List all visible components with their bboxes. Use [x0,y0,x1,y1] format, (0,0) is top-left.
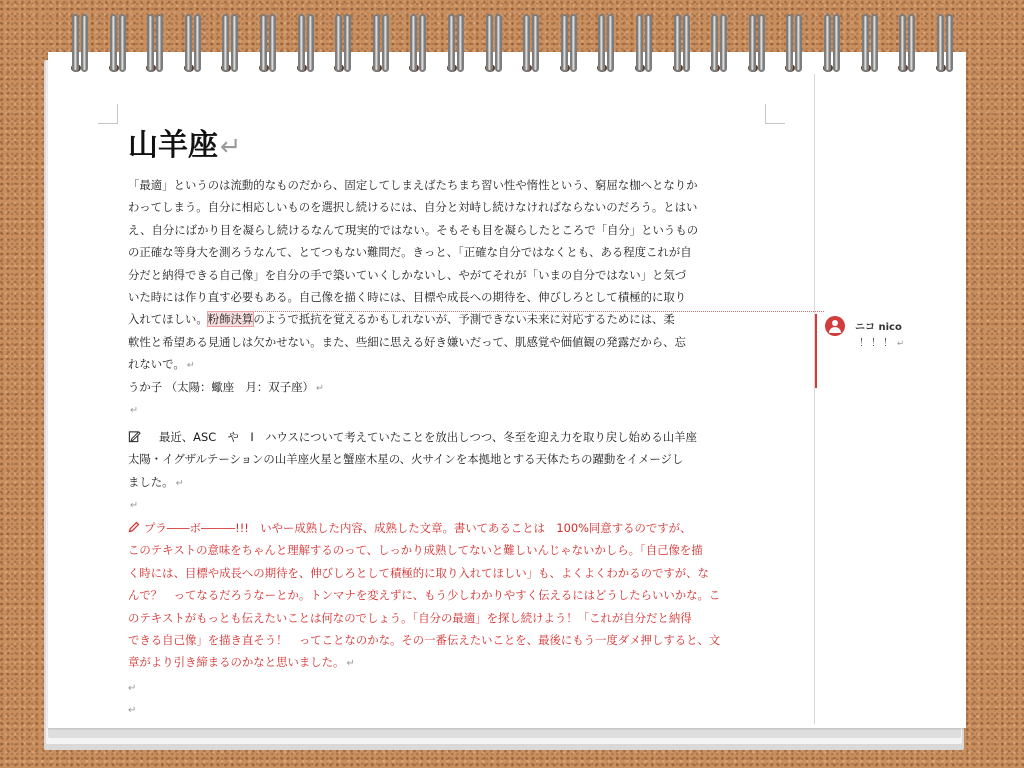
return-mark: ↵ [346,658,355,670]
spiral-ring-icon [335,14,342,72]
spiral-ring-icon [410,14,417,72]
feedback-paragraph[interactable] [128,517,752,674]
spiral-ring-icon [307,14,314,72]
spiral-ring-icon [824,14,831,72]
text-segment: ました。 [128,474,174,489]
spiral-ring-icon [110,14,117,72]
memo-icon [128,430,141,443]
text-segment: れないで。 [128,357,185,372]
spiral-ring-icon [908,14,915,72]
text-line: 分だと納得できる自己像」を自分の手で築いていくしかないし、やがてそれが「いまの自分ではない」と気づ [128,267,687,282]
text-line [128,471,752,493]
return-mark: ↵ [130,500,139,512]
return-mark: ↵ [220,132,242,162]
text-line: 軟性と希望ある見通しは欠かせない。また、些細に思える好き嫌いだって、肌感覚や価値観の発露だから、忘 [128,334,686,349]
spiral-ring-icon [222,14,229,72]
text-segment: プラ――ボ―――!!! いやー成熟した内容、成熟した文章。書いてあることは 100%同意するのですが、 [144,521,692,535]
spiral-ring-icon [674,14,681,72]
pencil-icon [128,521,140,533]
spiral-ring-icon [448,14,455,72]
comment-text[interactable] [859,334,906,349]
spiral-ring-icon [561,14,568,72]
user-avatar-icon [825,316,845,336]
spiral-ring-icon [795,14,802,72]
spiral-ring-icon [833,14,840,72]
spiral-ring-icon [758,14,765,72]
spiral-ring-icon [495,14,502,72]
spiral-ring-icon [946,14,953,72]
text-line: このテキストの意味をちゃんと理解するのって、しっかり成熟してないと難しいんじゃないかしら。「自己像を描 [128,543,703,558]
empty-line [128,398,752,420]
spiral-ring-icon [532,14,539,72]
spiral-ring-icon [156,14,163,72]
text-line: んで？ ってなるだろうなーとか。トンマナを変えずに、もう少しわかりやすく伝えるにはどうしたらいいかな。こ [128,588,721,603]
spiral-ring-icon [260,14,267,72]
text-line: 「最適」というのは流動的なものだから、固定してしまえばたちまち習い性や惰性という、窮屈な枷へとなりか [128,178,698,192]
spiral-ring-icon [147,14,154,72]
text-line: の正確な等身大を測ろうなんて、とてつもない難問だ。きっと、「正確な自分ではなくとも、ある程度これが自 [128,245,692,260]
return-mark: ↵ [315,382,324,394]
spiral-ring-icon [871,14,878,72]
spiral-ring-icon [457,14,464,72]
spiral-ring-icon [72,14,79,72]
spiral-ring-icon [937,14,944,72]
spiral-ring-icon [711,14,718,72]
spiral-ring-icon [298,14,305,72]
spiral-ring-icon [862,14,869,72]
title-text: 山羊座 [128,128,218,163]
text-line: 太陽・イグザルテーションの山羊座火星と蟹座木星の、火サインを本拠地とする天体たちの躍動をイメージし [128,452,684,467]
spiral-ring-icon [269,14,276,72]
empty-line: ↵ [128,705,137,716]
crop-mark-top-right [765,104,785,124]
crop-mark-top-left [98,104,118,124]
signature-text: うか子 （太陽：蠍座 月：双子座） [128,379,314,394]
comment-pane [815,74,945,724]
text-line: いた時には作り直す必要もある。自己像を描く時には、目標や成長への期待を、伸びしろとして積極的に取り [128,289,687,304]
spiral-ring-icon [683,14,690,72]
text-segment: 最近、ASC や I ハウスについて考えていたことを放出しつつ、冬至を迎え力を取り戻し始める山羊座 [159,430,697,444]
spiral-ring-icon [373,14,380,72]
text-line [128,353,752,375]
text-segment: 入れてほしい。 [128,312,208,327]
spiral-ring-icon [523,14,530,72]
spiral-ring-icon [786,14,793,72]
spiral-ring-icon [486,14,493,72]
text-line [128,651,752,673]
text-line: のテキストがもっとも伝えたいことは何なのでしょう。「自分の最適」を探し続けよう！「これが自分だと納得 [128,610,692,625]
return-mark: ↵ [897,339,907,349]
paragraph-note[interactable] [128,426,752,516]
comment-card[interactable] [815,314,939,388]
return-mark: ↵ [130,404,139,416]
paragraph-main[interactable] [128,174,752,420]
spiral-ring-icon [645,14,652,72]
spiral-ring-icon [119,14,126,72]
spiral-ring-icon [231,14,238,72]
return-mark: ↵ [186,360,195,372]
document-title[interactable] [128,120,241,164]
spiral-ring-icon [570,14,577,72]
comment-body: ！！！ [859,338,895,349]
spiral-ring-icon [636,14,643,72]
signature-line [128,376,752,398]
spiral-ring-icon [185,14,192,72]
spiral-ring-icon [81,14,88,72]
text-line: え、自分にばかり目を凝らし続けるなんて現実的ではない。そもそも目を凝らしたところで「自分」というもの [128,222,699,237]
spiral-ring-icon [194,14,201,72]
empty-line [128,493,752,515]
text-line [128,308,752,330]
text-line: わってしまう。自分に相応しいものを選択し続けるには、自分と対峙し続けなければならないのだろう。とはい [128,200,698,215]
spiral-ring-icon [419,14,426,72]
spiral-ring-icon [749,14,756,72]
text-segment: のようで抵抗を覚えるかもしれないが、予測できない未来に対応するためには、柔 [253,312,675,327]
commented-text-highlight[interactable]: 粉飾決算 [207,312,254,327]
text-line [128,517,752,539]
text-line [128,426,752,448]
text-segment: 章がより引き締まるのかなと思いました。 [128,655,345,670]
spiral-ring-icon [598,14,605,72]
text-line: く時には、目標や成長への期待を、伸びしろとして積極的に取り入れてほしい」も、よくよくわかるのですが、な [128,565,709,580]
spiral-ring-icon [382,14,389,72]
spiral-ring-icon [344,14,351,72]
spiral-ring-icon [899,14,906,72]
comment-author: ニコ nico [855,322,902,333]
return-mark: ↵ [175,477,184,489]
spiral-ring-icon [607,14,614,72]
spiral-ring-icon [720,14,727,72]
text-line: できる自己像」を描き直そう！ ってことなのかな。その一番伝えたいことを、最後にもう一度ダメ押しすると、文 [128,632,721,647]
empty-line: ↵ [128,683,137,694]
